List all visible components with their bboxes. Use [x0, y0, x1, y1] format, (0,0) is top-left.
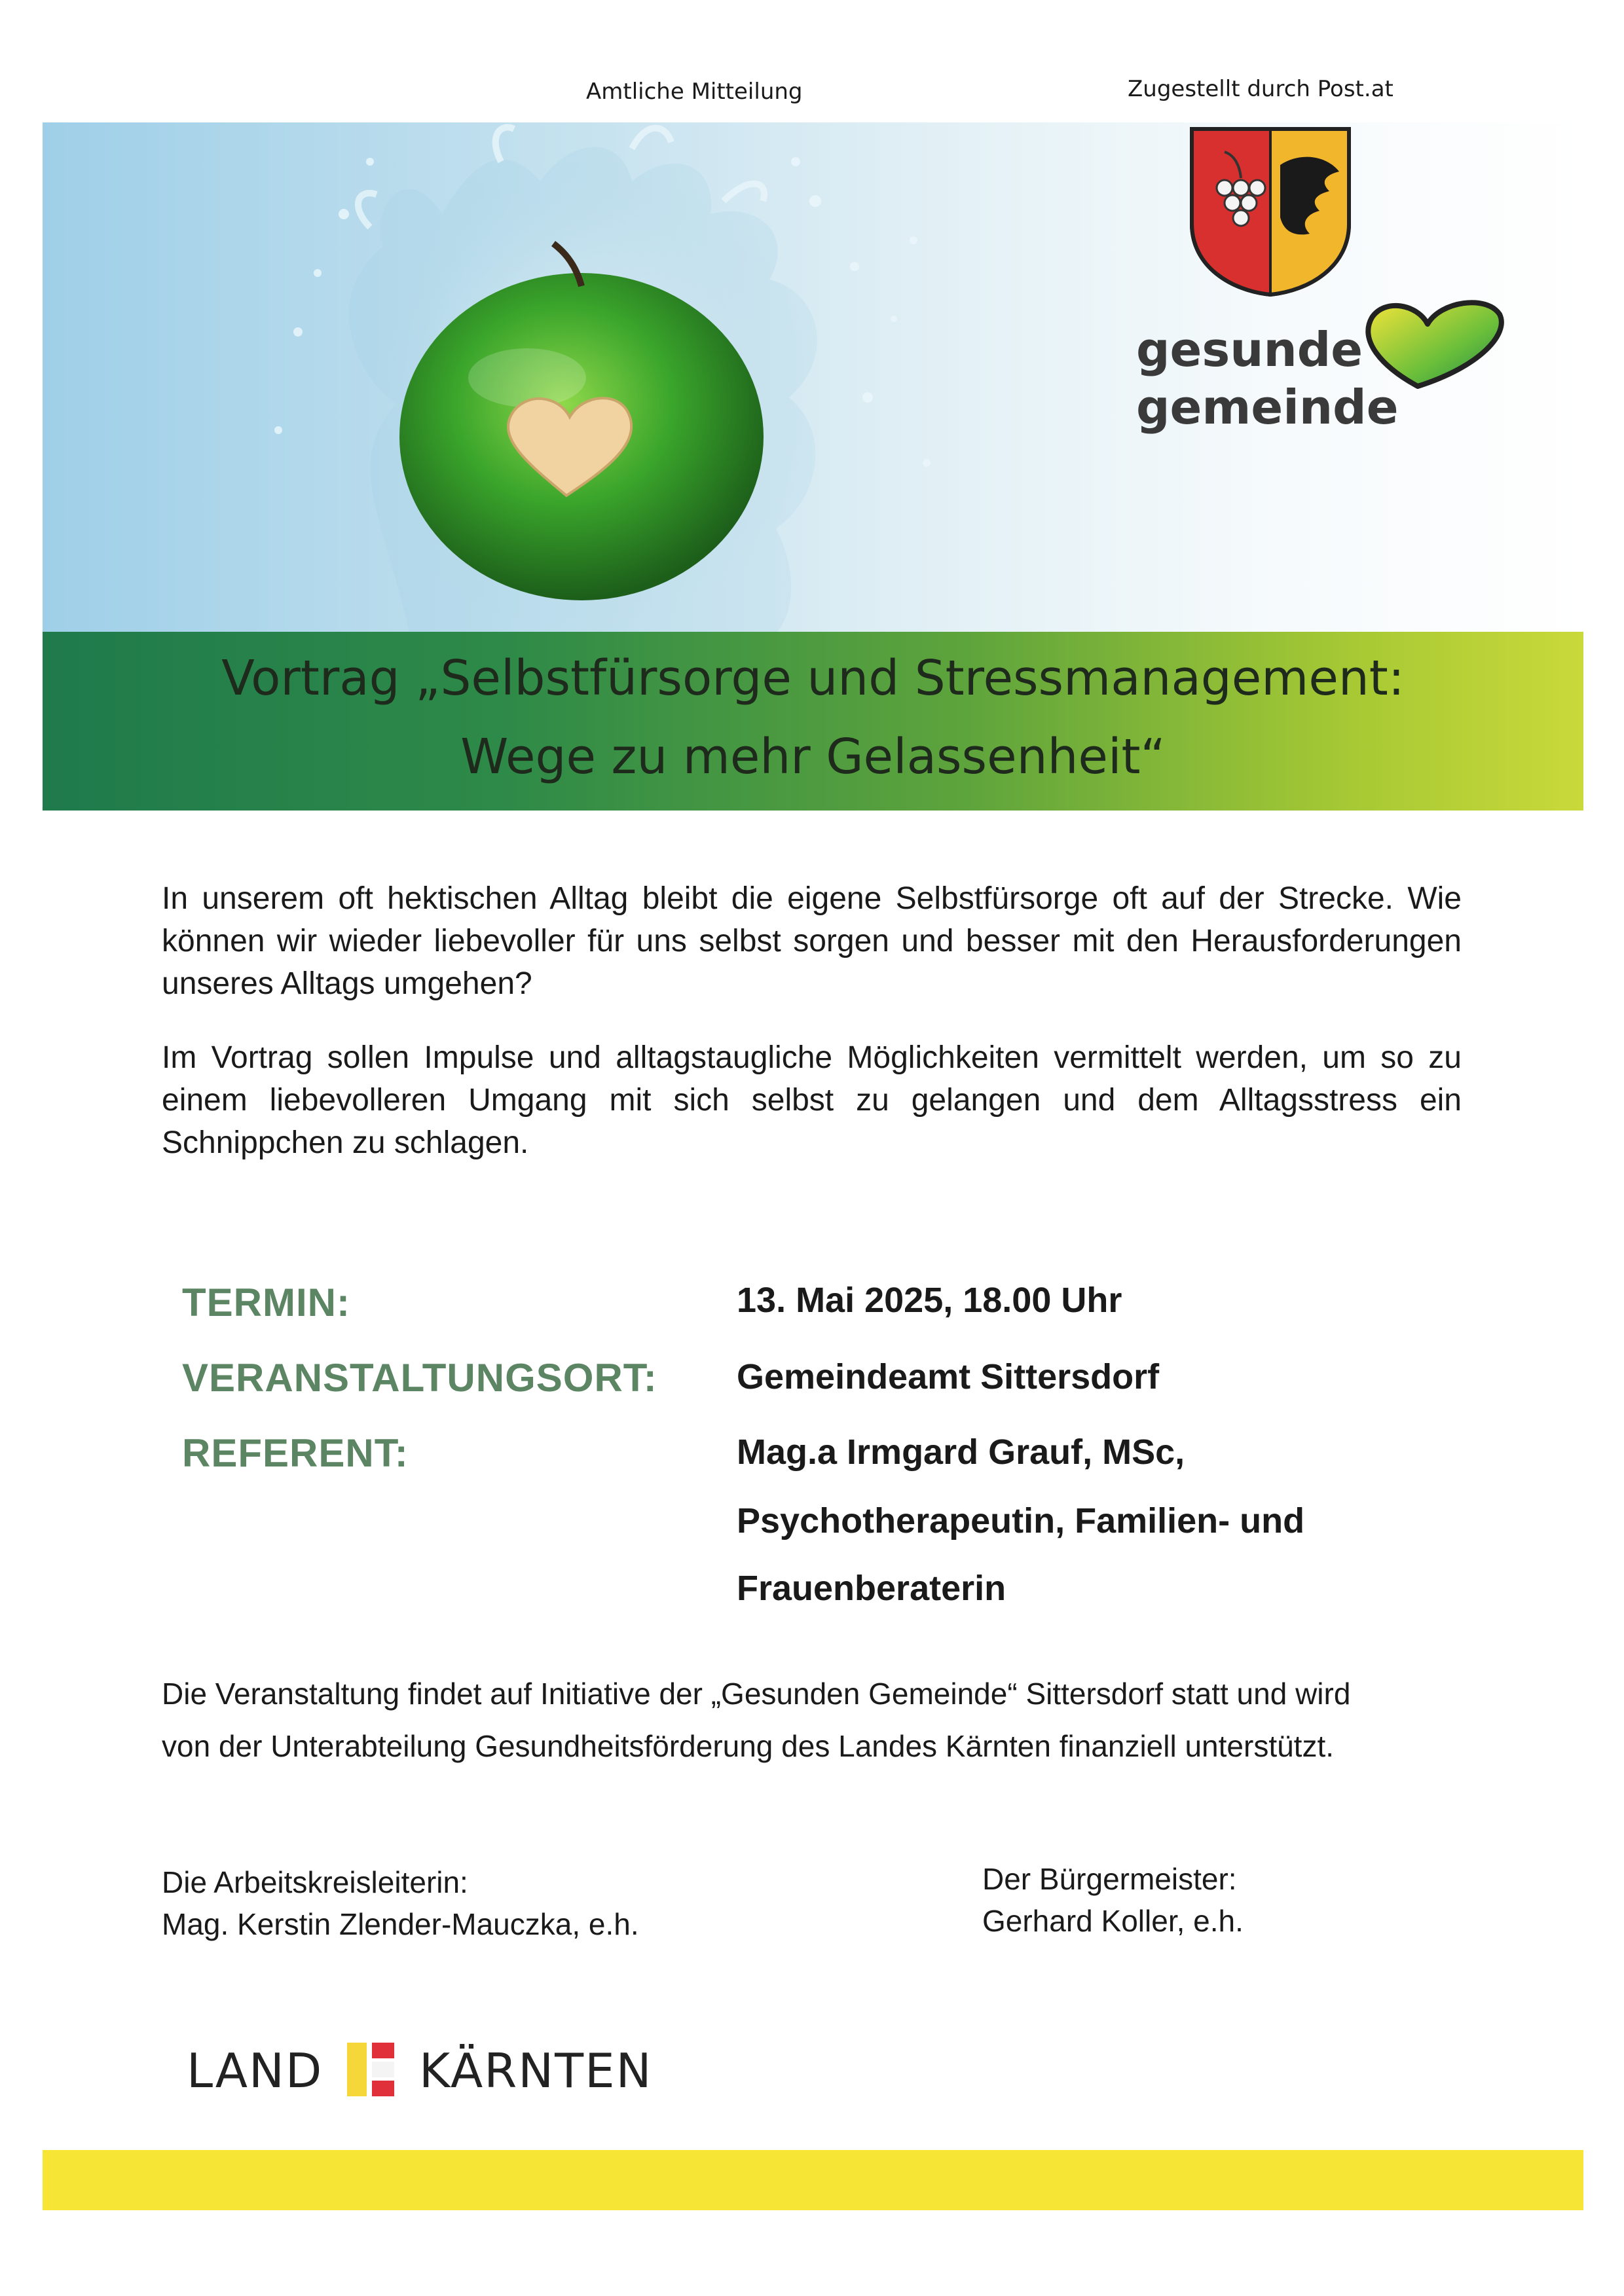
- signature-left-name: Mag. Kerstin Zlender-Mauczka, e.h.: [162, 1907, 639, 1941]
- location-label: VERANSTALTUNGSORT:: [182, 1356, 657, 1400]
- heart-icon: [1356, 295, 1506, 393]
- termin-value: 13. Mai 2025, 18.00 Uhr: [737, 1281, 1122, 1320]
- title-line-1: Vortrag „Selbstfürsorge und Stressmanagement:: [221, 650, 1405, 706]
- speaker-title-line-2: Frauenberaterin: [737, 1569, 1006, 1608]
- termin-label: TERMIN:: [182, 1281, 350, 1324]
- logo-word-kaernten: KÄRNTEN: [419, 2043, 653, 2098]
- logo-word-gemeinde: gemeinde: [1136, 380, 1399, 435]
- speaker-title-line-1: Psychotherapeutin, Familien- und: [737, 1501, 1305, 1540]
- signature-right-role: Der Bürgermeister:: [982, 1862, 1237, 1896]
- signature-block-left: [162, 1861, 639, 1945]
- municipal-crest-icon: [1189, 126, 1352, 297]
- funding-note-line-2: von der Unterabteilung Gesundheitsförderung des Landes Kärnten finanziell unterstützt.: [162, 1729, 1335, 1763]
- notice-postal: Zugestellt durch Post.at: [1128, 76, 1393, 102]
- signature-left-role: Die Arbeitskreisleiterin:: [162, 1865, 468, 1899]
- title-banner: [43, 632, 1583, 811]
- bottom-color-bar: [43, 2150, 1583, 2210]
- speaker-name: Mag.a Irmgard Grauf, MSc,: [737, 1432, 1185, 1472]
- logo-word-gesunde: gesunde: [1136, 322, 1363, 377]
- intro-paragraph-1: In unserem oft hektischen Alltag bleibt die eigene Selbstfürsorge oft auf der Strecke. Wie können wir wieder liebevoller für uns selbst sorgen und besser mit den Herausforderungen unseres Alltags umgehen?: [162, 881, 1462, 1001]
- carinthia-flag-mark-icon: [341, 2043, 399, 2096]
- intro-paragraph-2: Im Vortrag sollen Impulse und alltagstaugliche Möglichkeiten vermittelt werden, um so zu einem liebevolleren Umgang mit sich selbst zu gelangen und dem Alltagsstress ein Schnippchen zu schlagen.: [162, 1040, 1462, 1160]
- signature-block-right: [982, 1858, 1244, 1942]
- signature-right-name: Gerhard Koller, e.h.: [982, 1904, 1244, 1938]
- logo-word-land: LAND: [187, 2043, 323, 2098]
- title-line-2: Wege zu mehr Gelassenheit“: [460, 729, 1166, 785]
- location-value: Gemeindeamt Sittersdorf: [737, 1357, 1160, 1396]
- notice-official: Amtliche Mitteilung: [586, 79, 803, 105]
- speaker-label: REFERENT:: [182, 1431, 409, 1475]
- funding-note-line-1: Die Veranstaltung findet auf Initiative der „Gesunden Gemeinde“ Sittersdorf statt und wird: [162, 1677, 1351, 1711]
